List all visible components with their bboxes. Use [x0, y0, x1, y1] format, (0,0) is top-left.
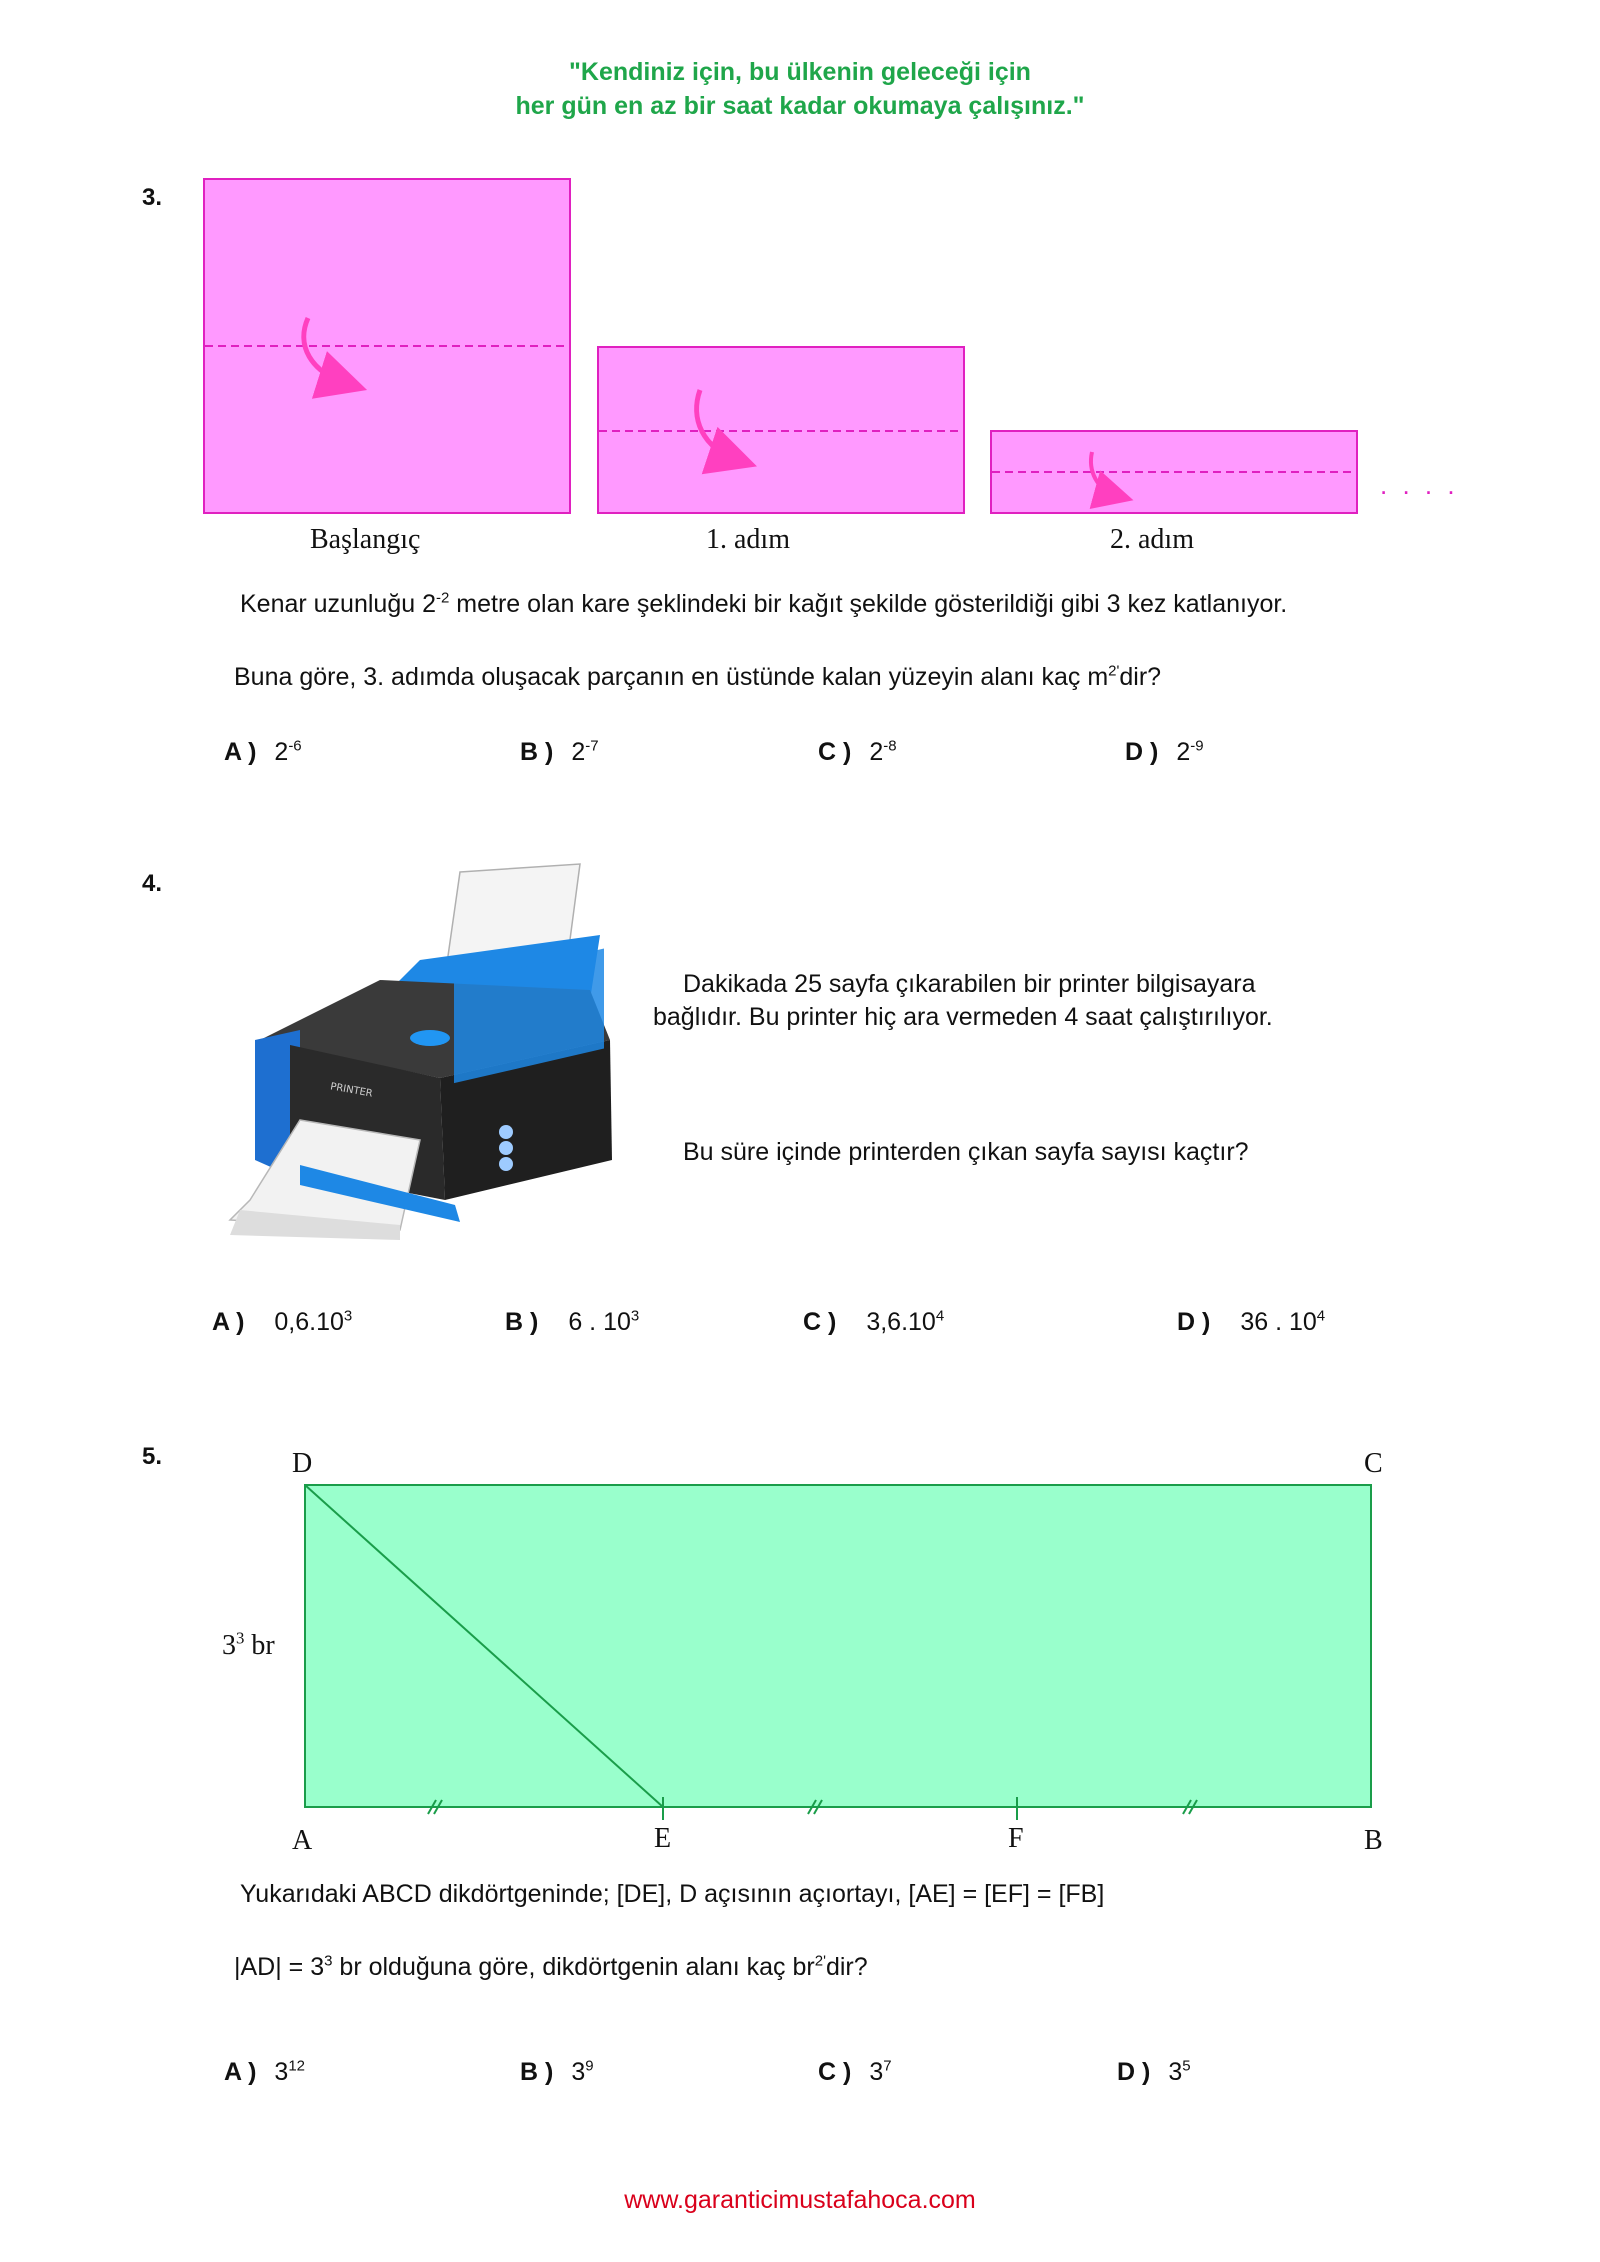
- question-5-number: 5.: [142, 1443, 163, 1470]
- q5-option-c[interactable]: C ) $3^7$: [818, 2057, 892, 2086]
- question-3-number: 3.: [142, 184, 163, 211]
- q5-option-a[interactable]: A ) $3^{12}$: [224, 2057, 305, 2086]
- motto-line-2: her gün en az bir saat kadar okumaya çalışınız.": [515, 92, 1085, 120]
- question-3-text-1: Kenar uzunluğu $2^{-2}$ metre olan kare şeklindeki bir kağıt şekilde gösterildiği gibi 3 kez katlanıyor.: [240, 589, 1288, 618]
- q4-option-b[interactable]: B ) 6 . $10^3$: [505, 1307, 640, 1336]
- side-label-ad: $3^3$ br: [222, 1628, 275, 1661]
- vertex-label-a: A: [292, 1825, 313, 1856]
- vertex-label-d: D: [292, 1448, 313, 1479]
- q3-option-d[interactable]: D ) $2^{-9}$: [1125, 737, 1204, 766]
- vertex-label-b: B: [1364, 1825, 1383, 1856]
- footer-url[interactable]: www.garanticimustafahoca.com: [624, 2186, 976, 2214]
- vertex-label-e: E: [654, 1823, 672, 1854]
- rectangle-abcd: [305, 1485, 1371, 1807]
- question-4-text-1: Dakikada 25 sayfa çıkarabilen bir printer bilgisayara: [683, 970, 1256, 998]
- q3-option-c[interactable]: C ) $2^{-8}$: [818, 737, 897, 766]
- step-label-2: 2. adım: [1110, 524, 1194, 555]
- printer-brand-label: PRINTER: [329, 1081, 374, 1100]
- continuation-ellipsis: . . . .: [1380, 470, 1459, 500]
- question-5-text-1: Yukarıdaki ABCD dikdörtgeninde; [DE], D açısının açıortayı, [AE] = [EF] = [FB]: [240, 1880, 1105, 1908]
- question-4-text-2: bağlıdır. Bu printer hiç ara vermeden 4 saat çalıştırılıyor.: [653, 1003, 1273, 1031]
- q3-option-a[interactable]: A ) $2^{-6}$: [224, 737, 302, 766]
- q4-option-d[interactable]: D ) 36 . $10^4$: [1177, 1307, 1326, 1336]
- q3-option-b[interactable]: B ) $2^{-7}$: [520, 737, 599, 766]
- q5-option-b[interactable]: B ) $3^9$: [520, 2057, 594, 2086]
- question-5-text-2: $|AD| = 3^3$ br olduğuna göre, dikdörtgenin alanı kaç $br^{2'}dir$?: [234, 1952, 868, 1981]
- vertex-label-f: F: [1008, 1823, 1024, 1854]
- q4-option-c[interactable]: C ) 3,6.10$^4$: [803, 1307, 945, 1336]
- vertex-label-c: C: [1364, 1448, 1383, 1479]
- q4-option-a[interactable]: A ) 0,6.10$^3$: [212, 1307, 353, 1336]
- q5-option-d[interactable]: D ) $3^5$: [1117, 2057, 1191, 2086]
- question-4-number: 4.: [142, 870, 163, 897]
- step-label-1: 1. adım: [706, 524, 790, 555]
- question-3-text-2: Buna göre, 3. adımda oluşacak parçanın en üstünde kalan yüzeyin alanı kaç $m^{2'}dir$?: [234, 662, 1162, 691]
- question-4-question: Bu süre içinde printerden çıkan sayfa sayısı kaçtır?: [683, 1138, 1249, 1166]
- step-label-start: Başlangıç: [310, 524, 421, 555]
- motto-line-1: "Kendiniz için, bu ülkenin geleceği için: [569, 58, 1031, 86]
